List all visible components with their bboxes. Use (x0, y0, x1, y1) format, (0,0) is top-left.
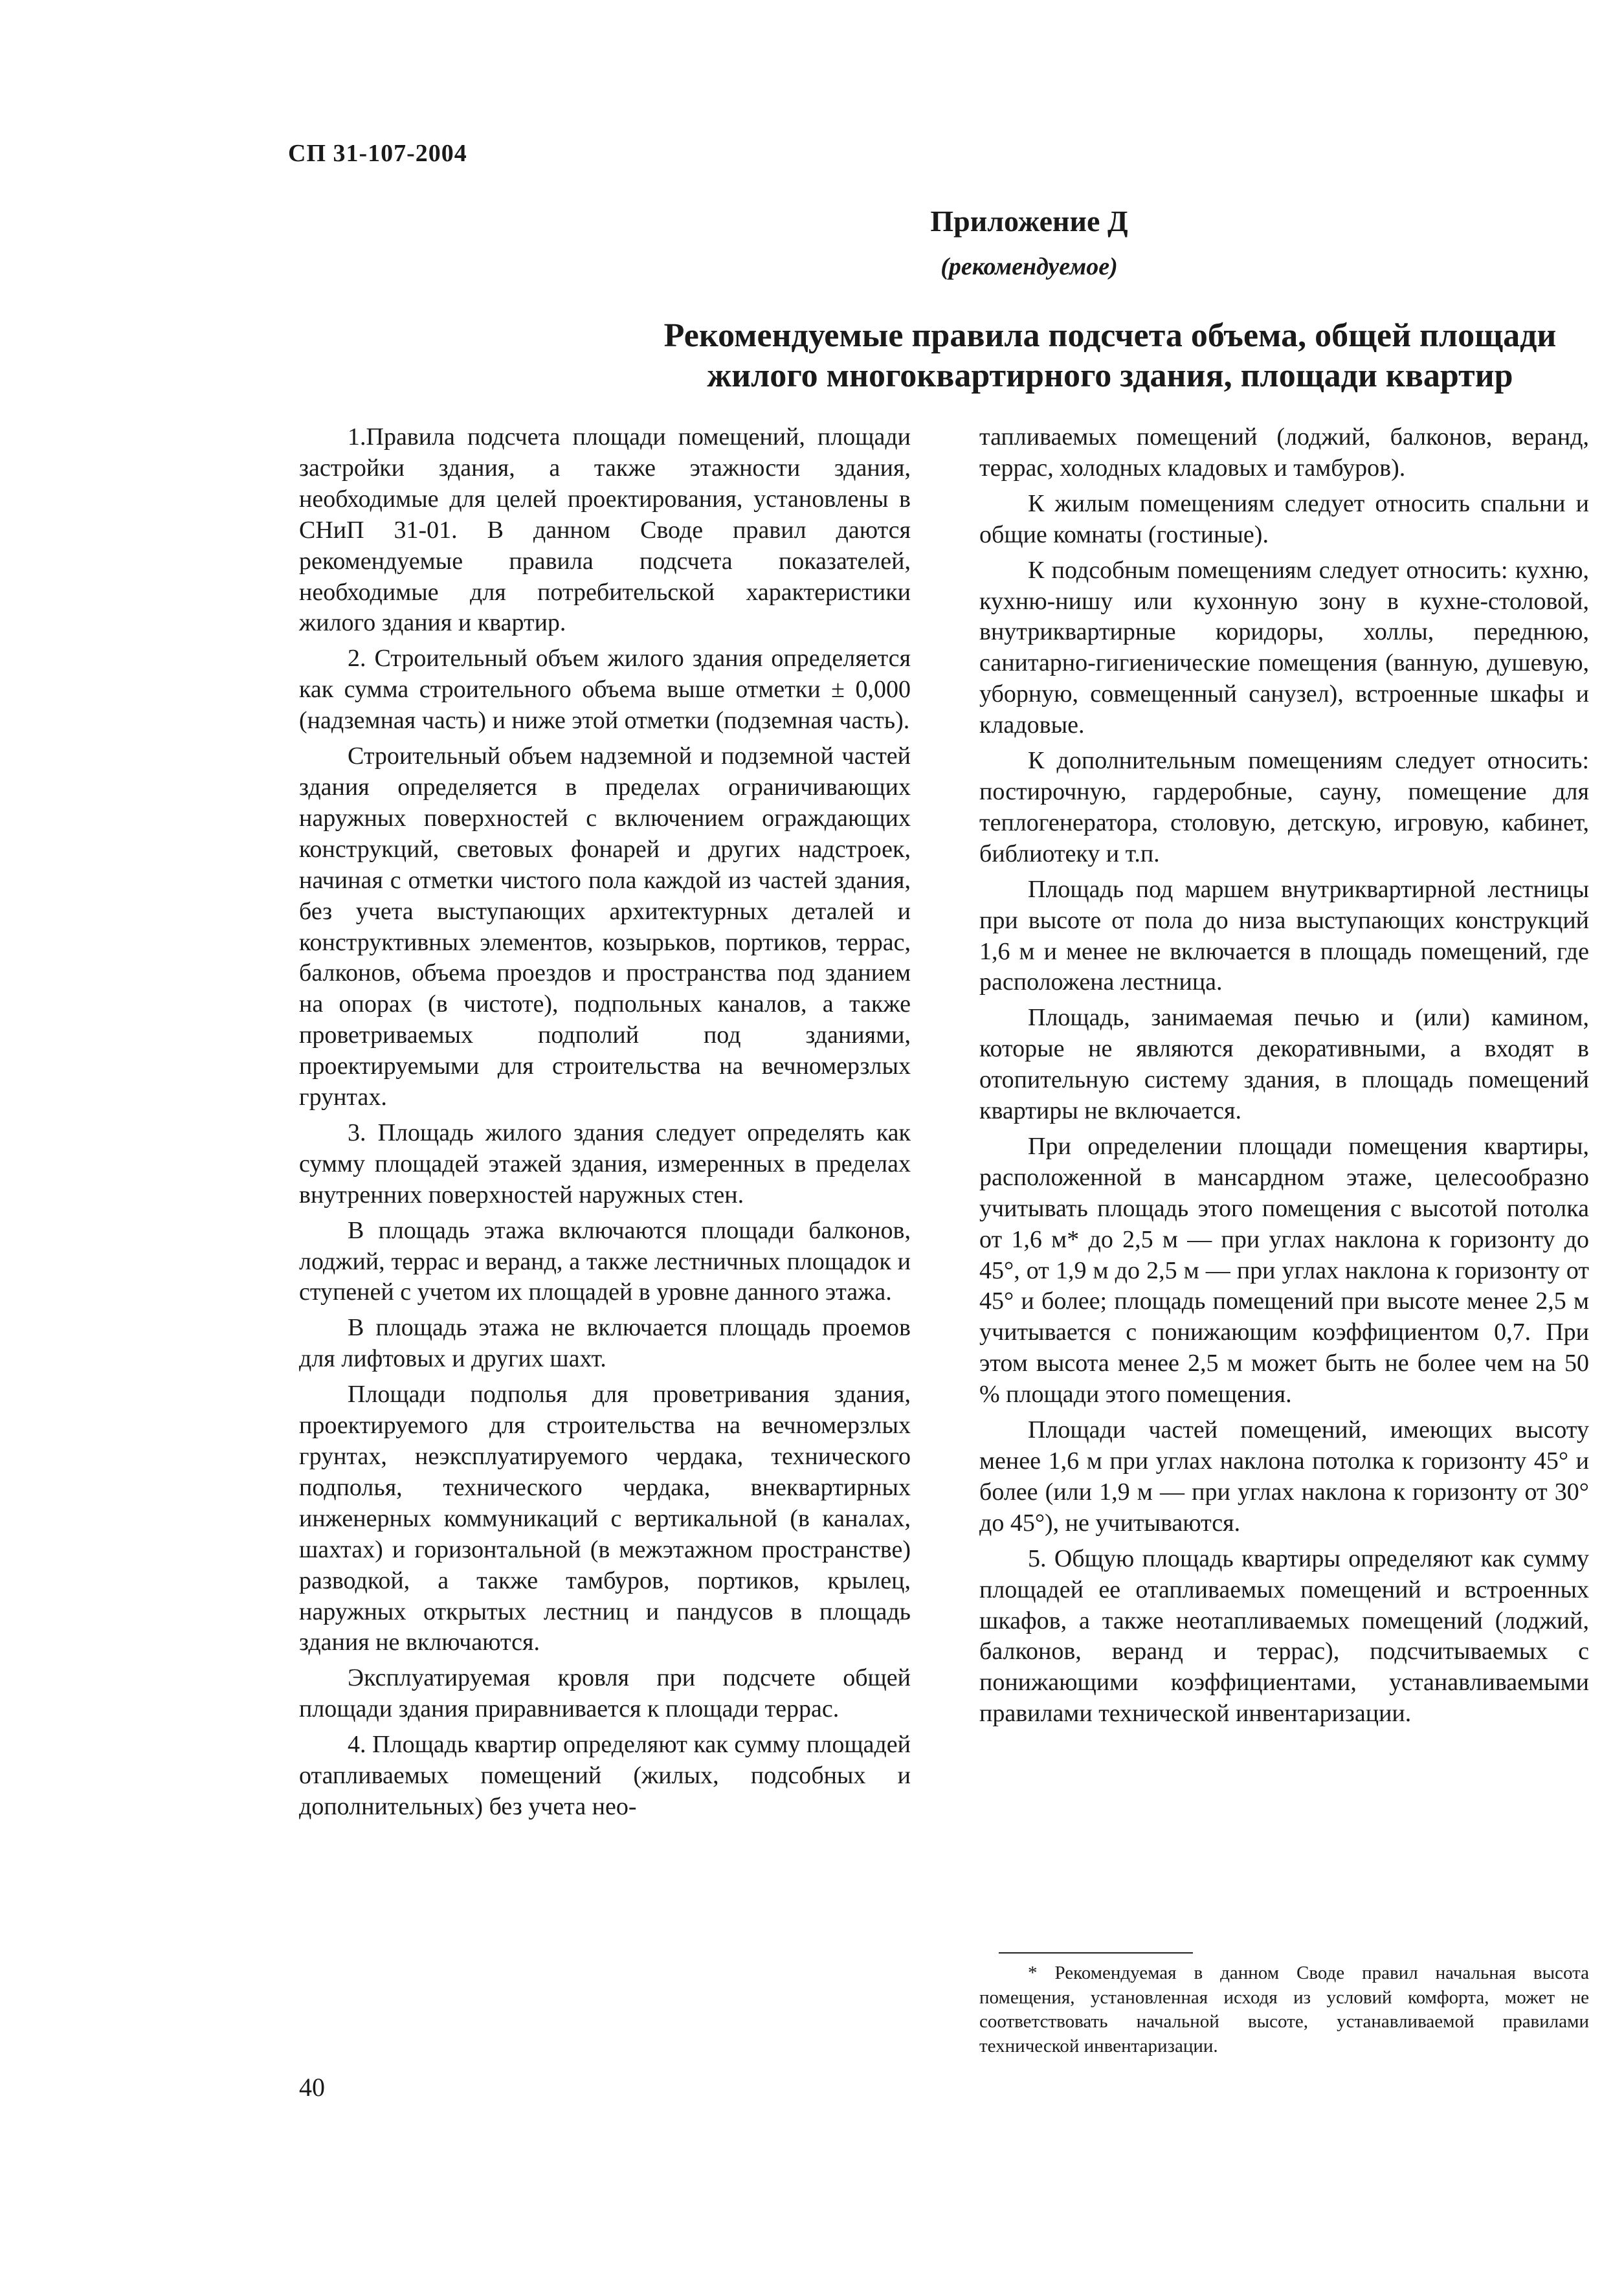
left-column (299, 422, 911, 1827)
paragraph: В площадь этажа не включается площадь проемов для лифтовых и других шахт. (299, 1314, 911, 1373)
right-column (979, 422, 1589, 1734)
paragraph: Площадь под маршем внутриквартирной лестницы при высоте от пола до низа выступающих конструкций 1,6 м и менее не включается в площадь помещений, где расположена лестница. (979, 875, 1589, 996)
paragraph: Площади частей помещений, имеющих высоту менее 1,6 м при углах наклона потолка к горизонту 45° и более (или 1,9 м — при углах наклона к горизонту от 30° до 45°), не учитываются. (979, 1416, 1589, 1537)
footnote-block (979, 1952, 1589, 2058)
paragraph: 2. Строительный объем жилого здания определяется как сумма строительного объема выше отметки ± 0,000 (надземная часть) и ниже этой отметки (подземная часть). (299, 645, 911, 735)
paragraph: 5. Общую площадь квартиры определяют как сумму площадей ее отапливаемых помещений и встроенных шкафов, а также неотапливаемых помещений (лоджий, балконов, веранд и террас), подсчитываемых с понижающими коэффициентами, устанавливаемыми правилами технической инвентаризации. (979, 1544, 1589, 1728)
paragraph: К дополнительным помещениям следует относить: постирочную, гардеробные, сауну, помещение для теплогенератора, столовую, детскую, игровую, кабинет, библиотеку и т.п. (979, 747, 1589, 867)
paragraph: К жилым помещениям следует относить спальни и общие комнаты (гостиные). (979, 489, 1589, 548)
paragraph-continuation: тапливаемых помещений (лоджий, балконов, веранд, террас, холодных кладовых и тамбуров). (979, 423, 1589, 482)
paragraph: Строительный объем надземной и подземной частей здания определяется в пределах ограничивающих наружных поверхностей с включением ограждающих конструкций, световых фонарей и других надстроек, начиная с отметки чистого пола каждой из частей здания, без учета выступающих архитектурных деталей и конструктивных элементов, козырьков, портиков, террас, балконов, объема проездов и пространства под зданием на опорах (в чистоте), подпольных каналов, а также проветриваемых подполий под зданиями, проектируемыми для строительства на вечномерзлых грунтах. (299, 742, 911, 1111)
main-title-line-2: жилого многоквартирного здания, площади квартир (707, 357, 1513, 394)
main-title-line-1: Рекомендуемые правила подсчета объема, общей площади (663, 317, 1557, 354)
main-title (0, 316, 1624, 396)
paragraph: 3. Площадь жилого здания следует определять как сумму площадей этажей здания, измеренных в пределах внутренних поверхностей наружных стен. (299, 1119, 911, 1208)
document-code: СП 31-107-2004 (288, 140, 467, 167)
paragraph: Площадь, занимаемая печью и (или) камином, которые не являются декоративными, а входят в отопительную систему здания, в площадь помещений квартиры не включается. (979, 1004, 1589, 1125)
paragraph: 4. Площадь квартир определяют как сумму площадей отапливаемых помещений (жилых, подсобных и дополнительных) без учета нео- (299, 1731, 911, 1820)
appendix-title: Приложение Д (930, 205, 1128, 238)
paragraph: В площадь этажа включаются площади балконов, лоджий, террас и веранд, а также лестничных площадок и ступеней с учетом их площадей в уровне данного этажа. (299, 1216, 911, 1306)
paragraph: Площади подполья для проветривания здания, проектируемого для строительства на вечномерзлых грунтах, неэксплуатируемого чердака, технического подполья, технического чердака, внеквартирных инженерных коммуникаций с вертикальной (в каналах, шахтах) и горизонтальной (в межэтажном пространстве) разводкой, а также тамбуров, портиков, крылец, наружных открытых лестниц и пандусов в площадь здания не включаются. (299, 1381, 911, 1656)
paragraph: Эксплуатируемая кровля при подсчете общей площади здания приравнивается к площади террас. (299, 1664, 911, 1723)
paragraph: 1.Правила подсчета площади помещений, площади застройки здания, а также этажности здания, необходимые для целей проектирования, установлены в СНиП 31-01. В данном Своде правил даются рекомендуемые правила подсчета показателей, необходимые для потребительской характеристики жилого здания и квартир. (299, 423, 911, 637)
footnote-divider (999, 1952, 1193, 1954)
appendix-status: (рекомендуемое) (940, 253, 1118, 280)
footnote: * Рекомендуемая в данном Своде правил начальная высота помещения, установленная исходя из условий комфорта, может не соответствовать начальной высоте, устанавливаемой правилами технической инвентаризации. (979, 1963, 1589, 2056)
paragraph: К подсобным помещениям следует относить: кухню, кухню-нишу или кухонную зону в кухне-столовой, внутриквартирные коридоры, холлы, переднюю, санитарно-гигиенические помещения (ванную, душевую, уборную, совмещенный санузел), встроенные шкафы и кладовые. (979, 556, 1589, 739)
paragraph: При определении площади помещения квартиры, расположенной в мансардном этаже, целесообразно учитывать площадь этого помещения с высотой потолка от 1,6 м* до 2,5 м — при углах наклона к горизонту до 45°, от 1,9 м до 2,5 м — при углах наклона к горизонту от 45° и более; площадь помещений при высоте менее 2,5 м учитывается с понижающим коэффициентом 0,7. При этом высота менее 2,5 м может быть не более чем на 50 % площади этого помещения. (979, 1132, 1589, 1409)
page-number: 40 (299, 2073, 325, 2102)
